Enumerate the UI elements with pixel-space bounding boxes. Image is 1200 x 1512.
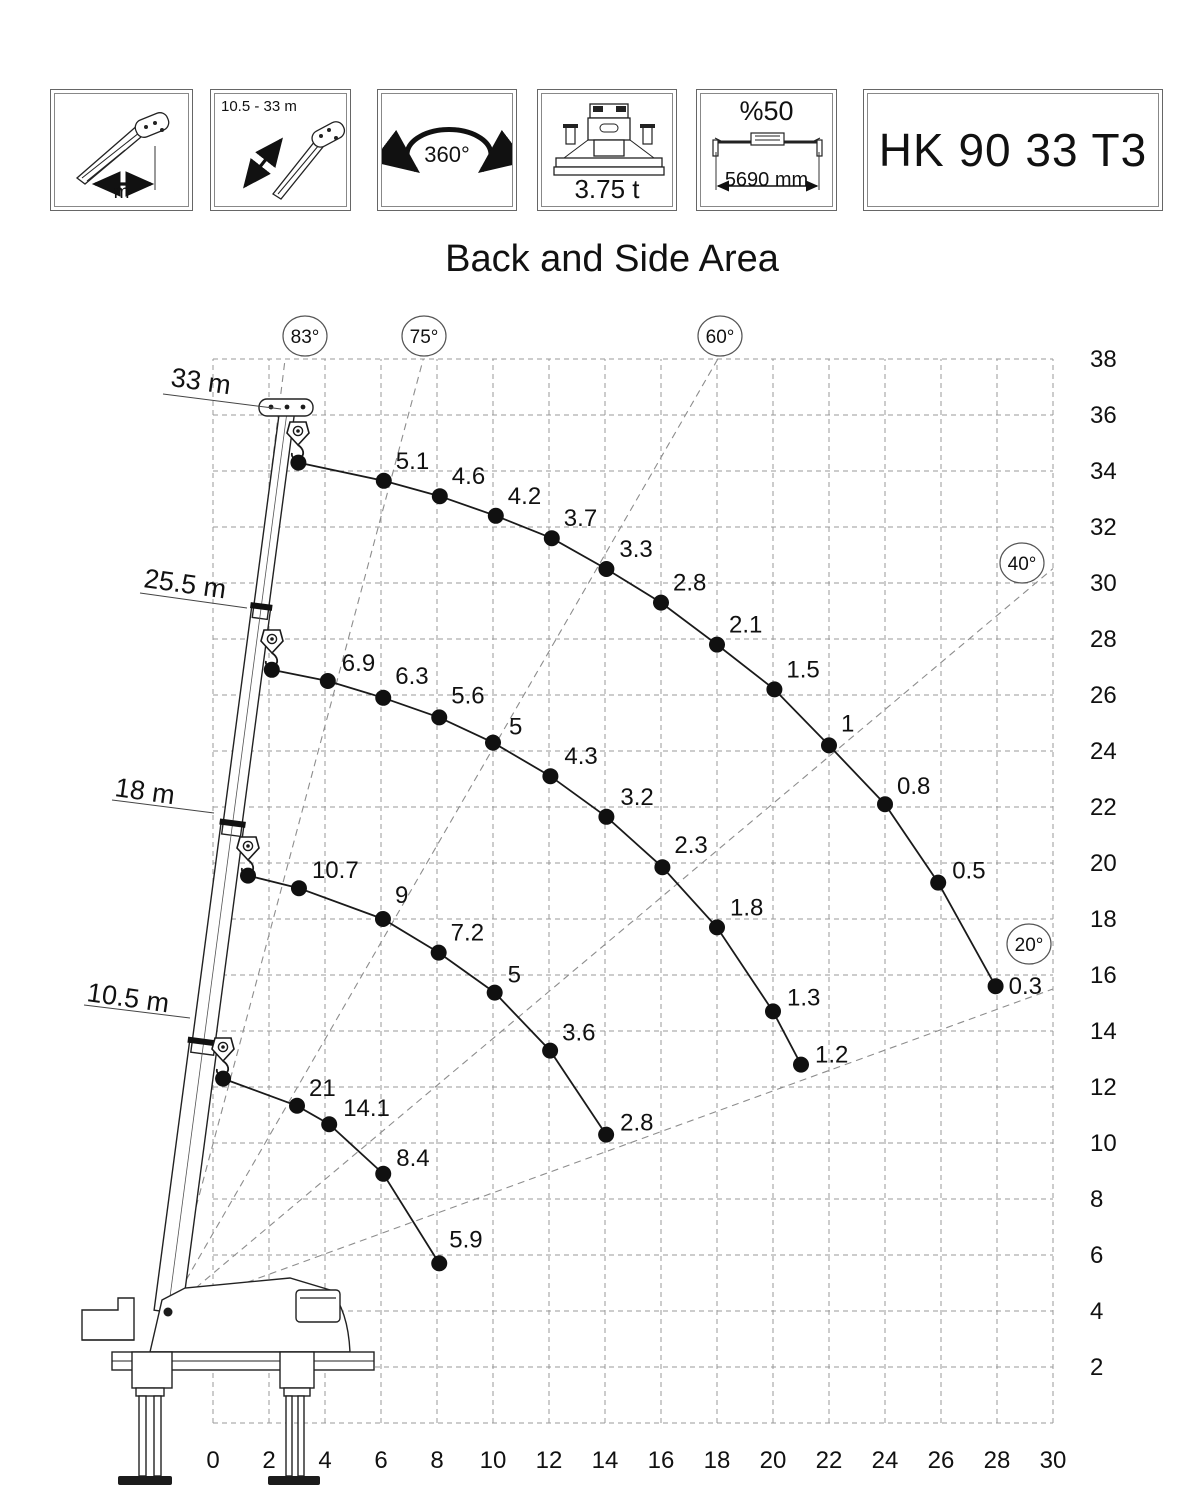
load-label: 5: [507, 961, 522, 989]
x-tick-label: 16: [647, 1447, 675, 1474]
x-tick-label: 2: [262, 1447, 276, 1474]
load-point: [375, 690, 391, 706]
x-tick-label: 10: [479, 1447, 507, 1474]
y-tick-label: 4: [1090, 1298, 1104, 1325]
y-tick-label: 26: [1090, 682, 1117, 709]
load-point: [598, 809, 614, 825]
boom-length-label: 25.5 m: [142, 563, 229, 605]
load-point: [766, 681, 782, 697]
load-label: 4.6: [451, 463, 486, 491]
load-label: 14.1: [343, 1095, 390, 1123]
y-tick-label: 36: [1090, 402, 1117, 429]
load-label: 6.9: [341, 650, 376, 677]
outrigger-right: [268, 1352, 320, 1485]
load-point: [821, 737, 837, 753]
crane-illustration: [82, 399, 374, 1485]
load-point: [542, 768, 558, 784]
load-label: 8.4: [396, 1144, 430, 1172]
boom-length-label: 33 m: [169, 362, 233, 401]
angle-badge-label: 75°: [409, 327, 439, 348]
load-label: 4.2: [507, 482, 542, 510]
load-label: 2.3: [674, 832, 708, 860]
outrigger-left: [118, 1352, 172, 1485]
load-point: [485, 735, 501, 751]
load-point: [598, 1127, 614, 1143]
load-label: 3.3: [619, 536, 653, 563]
load-label: 9: [394, 882, 409, 909]
load-point: [709, 919, 725, 935]
load-label: 1: [841, 710, 855, 738]
load-label: 7.2: [450, 919, 485, 947]
angle-badge-label: 83°: [290, 327, 320, 348]
load-point: [793, 1057, 809, 1073]
boom-collar-3: [250, 605, 272, 608]
load-point: [988, 978, 1004, 994]
x-tick-label: 4: [318, 1447, 332, 1474]
x-tick-label: 8: [430, 1447, 444, 1474]
angle-badge-label: 60°: [705, 327, 735, 348]
counterweight: [82, 1298, 134, 1340]
load-point: [375, 1166, 391, 1182]
y-tick-label: 28: [1090, 626, 1117, 653]
angle-badge-label: 40°: [1007, 554, 1037, 575]
y-tick-label: 38: [1090, 346, 1117, 373]
outrigger-width-label: 5690 mm: [724, 169, 809, 191]
load-label: 3.2: [620, 783, 654, 811]
load-point: [215, 1071, 231, 1087]
outrigger-percent-label: %50: [739, 96, 794, 126]
y-tick-label: 8: [1090, 1186, 1104, 1213]
x-tick-label: 12: [535, 1447, 563, 1474]
y-tick-label: 18: [1090, 906, 1117, 933]
x-tick-label: 18: [703, 1447, 731, 1474]
capacity-curve-18m: [248, 876, 606, 1135]
cab: [296, 1290, 340, 1322]
x-tick-label: 24: [871, 1447, 899, 1474]
boom-collar-2: [220, 822, 246, 825]
load-label: 2.1: [729, 611, 763, 639]
load-point: [542, 1043, 558, 1059]
load-label: 1.8: [730, 894, 764, 922]
y-tick-label: 32: [1090, 514, 1117, 541]
load-label: 2.8: [673, 569, 707, 597]
load-point: [431, 709, 447, 725]
load-point: [291, 880, 307, 896]
load-point: [432, 488, 448, 504]
y-tick-label: 24: [1090, 738, 1117, 765]
load-label: 1.2: [815, 1041, 849, 1069]
x-tick-label: 6: [374, 1447, 388, 1474]
y-tick-label: 30: [1090, 570, 1117, 597]
y-tick-label: 16: [1090, 962, 1117, 989]
boom-length-range-label: 10.5 - 33 m: [221, 98, 297, 115]
load-point: [321, 1116, 337, 1132]
boom-length-label: 18 m: [113, 772, 177, 811]
model-name: HK 90 33 T3: [878, 124, 1148, 176]
load-point: [431, 945, 447, 961]
boom-length-label: 10.5 m: [85, 977, 172, 1019]
x-tick-label: 28: [983, 1447, 1011, 1474]
x-tick-label: 22: [815, 1447, 843, 1474]
load-point: [654, 859, 670, 875]
y-tick-label: 10: [1090, 1130, 1117, 1157]
load-label: 1.3: [787, 984, 821, 1012]
load-point: [653, 595, 669, 611]
load-point: [289, 1098, 305, 1114]
load-point: [375, 911, 391, 927]
load-label: 5.1: [395, 447, 430, 475]
load-point: [877, 796, 893, 812]
load-point: [487, 985, 503, 1001]
load-point: [709, 637, 725, 653]
y-tick-label: 34: [1090, 458, 1117, 485]
y-tick-label: 20: [1090, 850, 1117, 877]
load-point: [264, 662, 280, 678]
load-label: 2.8: [620, 1109, 654, 1137]
load-point: [320, 673, 336, 689]
load-point: [930, 875, 946, 891]
x-tick-label: 20: [759, 1447, 787, 1474]
load-point: [376, 473, 392, 489]
load-point: [488, 508, 504, 524]
outreach-unit-label: m: [113, 182, 130, 203]
y-tick-label: 2: [1090, 1354, 1104, 1381]
y-tick-label: 6: [1090, 1242, 1104, 1269]
load-label: 4.3: [564, 743, 598, 771]
chart-title: Back and Side Area: [445, 238, 779, 280]
angle-badge-label: 20°: [1014, 935, 1044, 956]
load-point: [431, 1255, 447, 1271]
load-point: [598, 561, 614, 577]
y-tick-label: 12: [1090, 1074, 1117, 1101]
load-label: 5.6: [451, 682, 485, 710]
y-tick-label: 14: [1090, 1018, 1117, 1045]
load-point: [290, 455, 306, 471]
load-label: 3.6: [562, 1019, 596, 1047]
load-label: 6.3: [395, 662, 429, 690]
boom-pivot: [164, 1308, 173, 1317]
stabilizer-load-label: 3.75 t: [574, 174, 640, 204]
angle-line-20: [168, 989, 1053, 1311]
y-tick-label: 22: [1090, 794, 1117, 821]
load-label: 1.5: [786, 656, 820, 684]
load-label: 10.7: [311, 857, 359, 885]
load-label: 21: [309, 1074, 336, 1102]
load-point: [765, 1003, 781, 1019]
angle-line-40: [168, 569, 1053, 1311]
rotation-label: 360°: [424, 142, 470, 167]
x-tick-label: 14: [591, 1447, 619, 1474]
load-point: [544, 530, 560, 546]
x-tick-label: 0: [206, 1447, 220, 1474]
load-point: [240, 868, 256, 884]
load-label: 5.9: [449, 1226, 483, 1254]
x-tick-label: 26: [927, 1447, 955, 1474]
load-label: 0.8: [897, 773, 931, 801]
load-label: 0.3: [1008, 973, 1042, 1001]
x-tick-label: 30: [1039, 1447, 1067, 1474]
load-label: 3.7: [563, 505, 598, 533]
load-label: 5: [509, 713, 523, 741]
load-label: 0.5: [952, 857, 986, 885]
